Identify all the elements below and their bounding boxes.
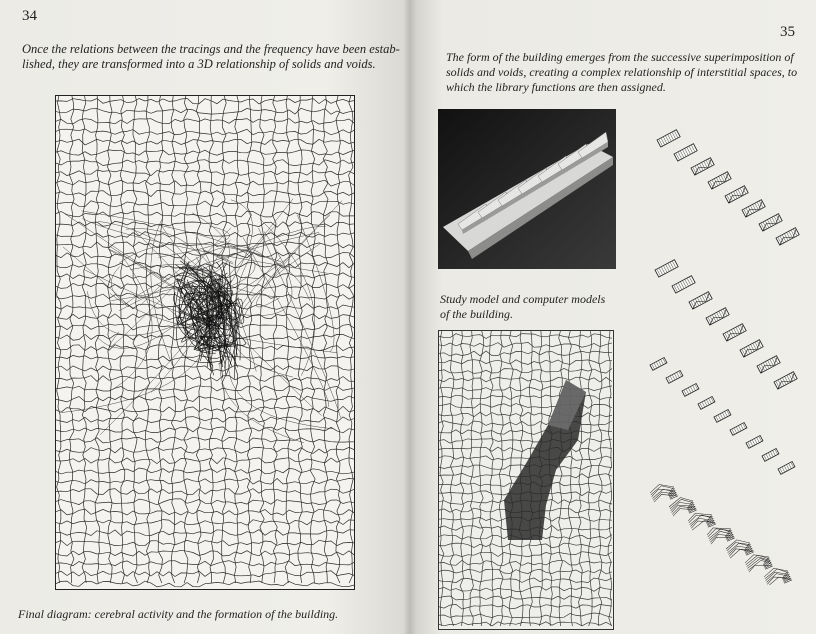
- caption-right: [440, 292, 605, 322]
- caption-left: Final diagram: cerebral activity and the formation of the building.: [18, 607, 339, 621]
- book-gutter: [404, 0, 416, 634]
- page-number-right: 35: [780, 24, 795, 40]
- intro-line: solids and voids, creating a complex relationship of interstitial spaces, to: [446, 65, 798, 79]
- intro-line: lished, they are transformed into a 3D relationship of solids and voids.: [22, 57, 376, 71]
- isometric-model-sequences: [635, 125, 810, 585]
- intro-line: Once the relations between the tracings and the frequency have been estab-: [22, 42, 400, 56]
- intro-line: which the library functions are then assigned.: [446, 80, 666, 94]
- final-diagram: [55, 95, 355, 590]
- caption-line: of the building.: [440, 307, 513, 321]
- computer-model-render: [438, 330, 614, 630]
- intro-text-left: [22, 42, 400, 72]
- page-number-left: 34: [22, 8, 37, 24]
- caption-line: Study model and computer models: [440, 292, 606, 306]
- study-model-photo: [438, 109, 616, 269]
- intro-text-right: [446, 50, 797, 95]
- cerebral-activity-diagram: [55, 95, 355, 590]
- right-page: [410, 0, 816, 634]
- intro-line: The form of the building emerges from the successive superimposition of: [446, 50, 794, 64]
